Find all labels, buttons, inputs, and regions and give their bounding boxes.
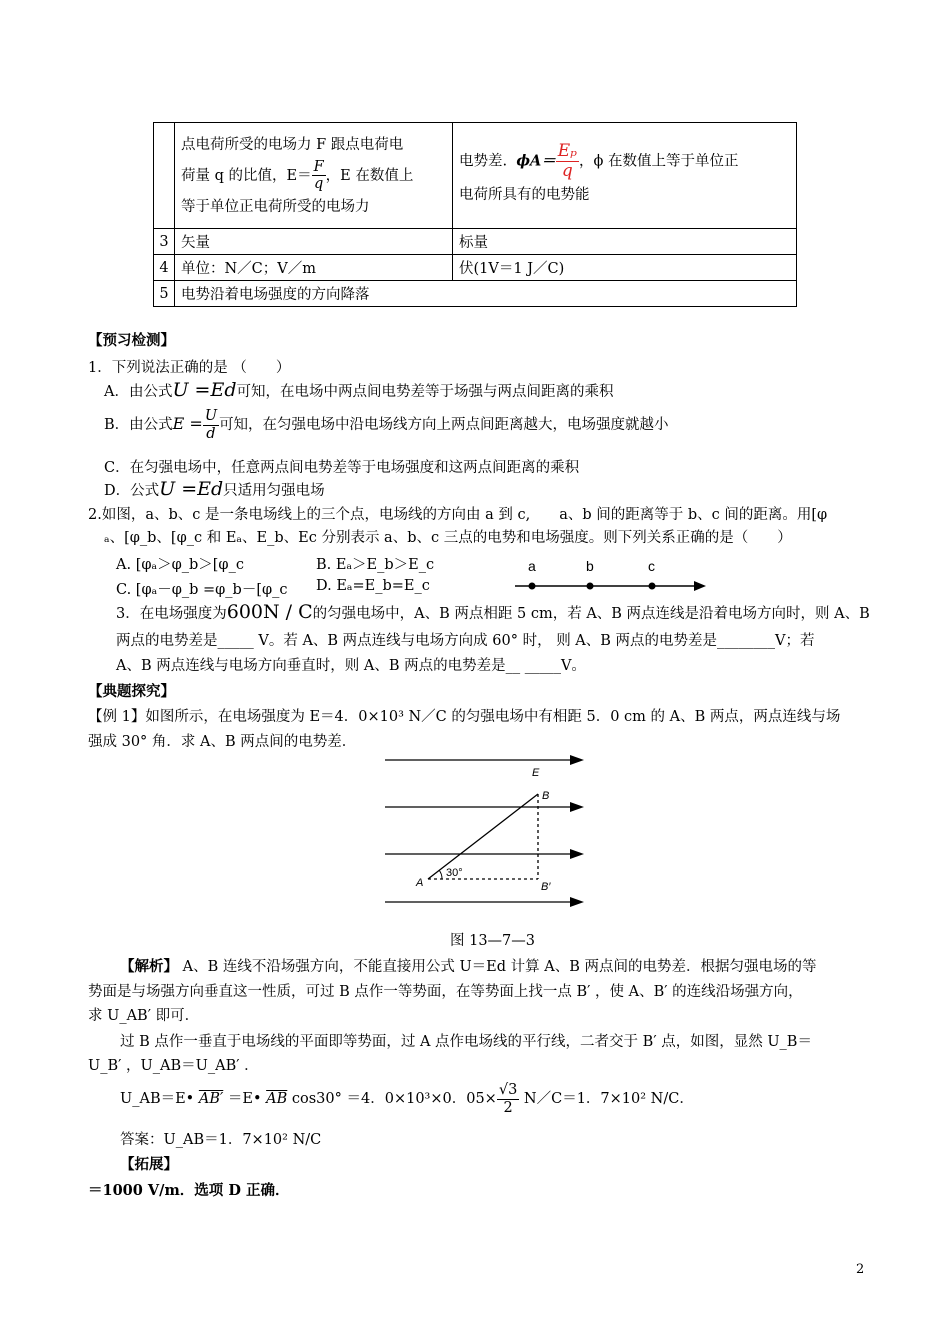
frac-den: 2 [503, 1099, 513, 1116]
fraction [203, 408, 219, 442]
fraction [497, 1082, 519, 1116]
frac-den: q [561, 161, 573, 181]
cell: 标量 [453, 229, 797, 255]
frac-den: q [313, 176, 324, 192]
text: 可知，在电场中两点间电势差等于场强与两点间距离的乘积 [236, 384, 614, 400]
example-1-line2: 强成 30° 角．求 A、B 两点间的电势差． [88, 734, 357, 750]
solution-line: U_B′ ，U_AB＝U_AB′ ． [88, 1058, 259, 1074]
field-figure [380, 752, 590, 917]
label-a: a [528, 558, 536, 574]
text: 电荷所具有的电势能 [459, 187, 590, 203]
calculation [120, 1082, 694, 1116]
question-3-line3: A、B 两点连线与电场方向垂直时，则 A、B 两点的电势差是__ _____V。 [116, 658, 586, 674]
frac-num: Eₚ [557, 141, 577, 161]
arrow-head-icon [694, 581, 706, 591]
text: ，E 在数值上 [325, 167, 414, 184]
text: A、B 连线不沿场强方向，不能直接用公式 U＝Ed 计算 A、B 两点间的电势差．根据匀强电场的等 [178, 959, 817, 975]
text: 等于单位正电荷所受的电场力 [181, 198, 370, 215]
question-2: 2.如图，a、b、c 是一条电场线上的三个点，电场线的方向由 a 到 c, a、b 间的距离等于 b、c 间的距离。用[φ [88, 507, 828, 523]
page-number: 2 [856, 1262, 865, 1277]
option-1c: C．在匀强电场中，任意两点间电势差等于电场强度和这两点间距离的乘积 [104, 460, 580, 476]
point-b [587, 583, 594, 590]
solution-line [120, 955, 817, 976]
option-1a [104, 379, 614, 401]
row-number: 4 [154, 255, 175, 281]
question-1: 1．下列说法正确的是 （ ） [88, 360, 291, 376]
text: 只适用匀强电场 [223, 483, 325, 499]
text: ＝E• [227, 1091, 262, 1107]
label-b: b [586, 558, 594, 574]
frac-num: F [313, 158, 324, 175]
cell: 矢量 [175, 229, 453, 255]
text: 的匀强电场中，A、B 两点相距 5 cm，若 A、B 两点连线是沿着电场方向时，则 A、B [312, 606, 870, 622]
potential-definition-cell [453, 123, 797, 229]
text: 荷量 q 的比值，E＝ [181, 167, 312, 184]
text: 电势差. [459, 153, 508, 170]
table-row [154, 255, 797, 281]
text: A．由公式 [104, 384, 173, 400]
fraction [312, 159, 326, 193]
section-heading: 【拓展】 [120, 1156, 178, 1173]
label-a: A [416, 877, 424, 889]
example-1: 【例 1】如图所示，在电场强度为 E＝4．0×10³ N／C 的匀强电场中有相距 5．0 cm 的 A、B 两点，两点连线与场 [88, 709, 841, 725]
section-heading: 【典题探究】 [88, 683, 175, 700]
table-row [154, 281, 797, 307]
field-definition-cell [175, 123, 453, 229]
cell: 伏(1V＝1 J／C) [453, 255, 797, 281]
field-line-diagram [510, 556, 710, 596]
text: 点电荷所受的电场力 F 跟点电荷电 [181, 136, 404, 153]
formula: U =Ed [159, 478, 224, 500]
label-e: E [532, 767, 540, 779]
text: 3．在电场强度为 [116, 606, 227, 622]
cell: 单位：N／C；V／m [175, 255, 453, 281]
arrow-head-icon [570, 897, 584, 907]
frac-num: √3 [498, 1082, 518, 1098]
answer: 答案：U_AB＝1．7×10² N/C [120, 1132, 322, 1148]
fraction [556, 142, 579, 181]
text: N／C＝1．7×10² N/C． [523, 1091, 694, 1107]
frac-num: U [204, 408, 218, 424]
row-number: 5 [154, 281, 175, 307]
table-row [154, 229, 797, 255]
option-1d [104, 478, 325, 500]
row-number [154, 123, 175, 229]
solution-line: 过 B 点作一垂直于电场线的平面即等势面，过 A 点作电场线的平行线，二者交于 B′ 点，如图，显然 U_B＝ [120, 1034, 812, 1050]
formula: 600N / C [226, 601, 313, 623]
solution-heading: 【解析】 [120, 958, 178, 975]
point-a [529, 583, 536, 590]
cell: 电势沿着电场强度的方向降落 [175, 281, 797, 307]
phi-symbol: ϕA＝ [516, 152, 556, 170]
text: D．公式 [104, 483, 160, 499]
text: ，ϕ 在数值上等于单位正 [578, 153, 739, 170]
row-number: 3 [154, 229, 175, 255]
solution-line: 势面是与场强方向垂直这一性质，可过 B 点作一等势面，在等势面上找一点 B′ ，使 A、B′ 的连线沿场强方向， [88, 984, 803, 1000]
arrow-head-icon [570, 802, 584, 812]
question-2-line2: ₐ、[φ_b、[φ_c 和 Eₐ、E_b、Ec 分别表示 a、b、c 三点的电势和电场强度。则下列关系正确的是（ ） [104, 530, 792, 546]
solution-line: 求 U_AB′ 即可． [88, 1008, 200, 1024]
section-heading: 【预习检测】 [88, 332, 175, 349]
arrow-head-icon [570, 849, 584, 859]
label-b: B [542, 790, 550, 802]
option-2a: A. [φₐ＞φ_b＞[φ_c [116, 557, 244, 573]
text: B．由公式 [104, 417, 173, 433]
question-3 [116, 601, 870, 623]
formula: U =Ed [172, 379, 237, 401]
option-2b: B. Eₐ＞E_b＞E_c [316, 557, 435, 573]
formula: E = [172, 414, 203, 433]
angle-arc [439, 870, 442, 879]
table-row [154, 123, 797, 229]
frac-den: d [206, 425, 216, 442]
label-c: c [648, 558, 655, 574]
label-b-prime: B′ [541, 881, 551, 893]
extension-text: ＝1000 V/m．选项 D 正确． [88, 1182, 290, 1199]
segment-label: AB′ [198, 1091, 224, 1107]
figure-caption: 图 13—7—3 [450, 933, 536, 949]
comparison-table [153, 122, 797, 307]
segment-label: $\overline{AB}$ [266, 1091, 288, 1107]
arrow-head-icon [570, 755, 584, 765]
option-2c: C. [φₐ－φ_b =φ_b－[φ_c [116, 582, 288, 598]
text: U_AB＝E• [120, 1091, 195, 1107]
option-1b [104, 408, 669, 442]
question-3-line2: 两点的电势差是_____ V。若 A、B 两点连线与电场方向成 60° 时， 则 A、B 两点的电势差是________V；若 [116, 633, 815, 649]
point-c [649, 583, 656, 590]
text: cos30° ＝4．0×10³×0．05× [291, 1091, 497, 1107]
text: 可知，在匀强电场中沿电场线方向上两点间距离越大，电场强度就越小 [219, 417, 669, 433]
label-angle: 30° [446, 867, 463, 879]
option-2d: D. Eₐ=E_b=E_c [316, 578, 430, 594]
